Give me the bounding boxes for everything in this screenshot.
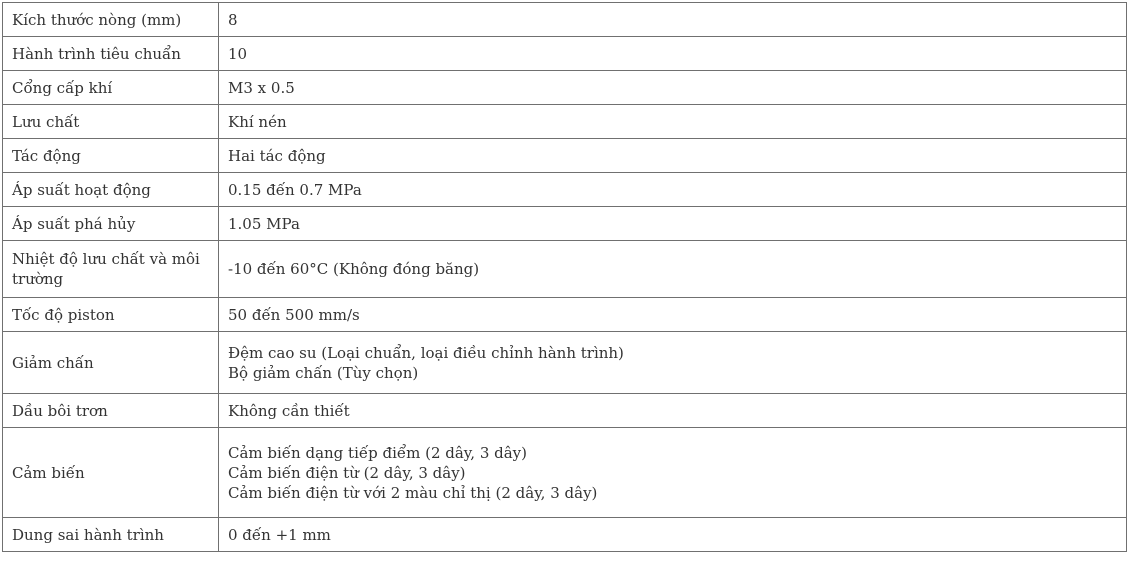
- value-line: Cảm biến điện từ (2 dây, 3 dây): [228, 463, 466, 482]
- row-value: Khí nén: [219, 105, 1127, 139]
- table-row: [3, 394, 1127, 428]
- row-value: Hai tác động: [219, 139, 1127, 173]
- table-row: [3, 71, 1127, 105]
- row-value: -10 đến 60°C (Không đóng băng): [219, 241, 1127, 298]
- spec-table: [2, 2, 1127, 552]
- table-row: [3, 3, 1127, 37]
- row-value: 0.15 đến 0.7 MPa: [219, 173, 1127, 207]
- table-row: [3, 298, 1127, 332]
- table-row: [3, 37, 1127, 71]
- row-value: 8: [219, 3, 1127, 37]
- row-value: [219, 332, 1127, 394]
- row-label: Dung sai hành trình: [3, 518, 219, 552]
- row-value: M3 x 0.5: [219, 71, 1127, 105]
- table-row: [3, 241, 1127, 298]
- row-value: 10: [219, 37, 1127, 71]
- row-value: 50 đến 500 mm/s: [219, 298, 1127, 332]
- row-value: 0 đến +1 mm: [219, 518, 1127, 552]
- value-line: Cảm biến dạng tiếp điểm (2 dây, 3 dây): [228, 443, 527, 462]
- row-label: Hành trình tiêu chuẩn: [3, 37, 219, 71]
- table-row: [3, 428, 1127, 518]
- value-line: Đệm cao su (Loại chuẩn, loại điều chỉnh hành trình): [228, 343, 624, 362]
- row-label: Áp suất hoạt động: [3, 173, 219, 207]
- row-label: Áp suất phá hủy: [3, 207, 219, 241]
- row-label: Nhiệt độ lưu chất và môi trường: [3, 241, 219, 298]
- row-label: Cảm biến: [3, 428, 219, 518]
- row-label: Dầu bôi trơn: [3, 394, 219, 428]
- table-row: [3, 173, 1127, 207]
- value-line: Cảm biến điện từ với 2 màu chỉ thị (2 dây, 3 dây): [228, 483, 598, 502]
- row-label: Kích thước nòng (mm): [3, 3, 219, 37]
- table-row: [3, 207, 1127, 241]
- row-label: Tốc độ piston: [3, 298, 219, 332]
- row-value: [219, 428, 1127, 518]
- row-label: Giảm chấn: [3, 332, 219, 394]
- table-row: [3, 518, 1127, 552]
- row-label: Tác động: [3, 139, 219, 173]
- row-value: Không cần thiết: [219, 394, 1127, 428]
- table-row: [3, 332, 1127, 394]
- table-row: [3, 139, 1127, 173]
- row-value: 1.05 MPa: [219, 207, 1127, 241]
- table-row: [3, 105, 1127, 139]
- row-label: Lưu chất: [3, 105, 219, 139]
- value-line: Bộ giảm chấn (Tùy chọn): [228, 363, 419, 382]
- row-label: Cổng cấp khí: [3, 71, 219, 105]
